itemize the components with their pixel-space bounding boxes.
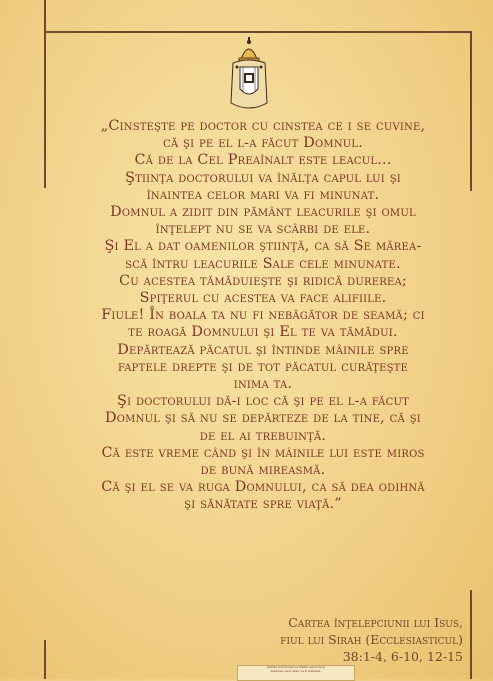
quote-line: Că şi el se va ruga Domnului, ca să dea odihnă [101,479,425,496]
quote-line: Ştiinţa doctorului va înălţa capul lui şi [125,169,401,186]
source-citation [280,614,463,665]
quote-line: scă întru leacurile Sale cele minunate. [125,255,401,272]
frame-line-top [44,31,472,33]
quote-line: Şi doctorului dă-i loc că şi pe el l-a făcut [117,393,409,410]
quote-line: faptele drepte şi de tot păcatul curăţeşte [117,358,409,375]
coat-of-arms-icon [229,37,269,115]
quote-line: înaintea celor mari va fi minunat. [146,186,380,203]
quote-line: „Cinsteşte pe doctor cu cinstea ce i se cuvine, [100,118,426,134]
source-title: Cartea înţelepciunii lui Isus, [288,615,463,630]
quote-line: de el ai trebuinţă. [199,427,327,444]
thumbnail-line: înaintea celor mari va fi minunat. [270,668,322,673]
quote-line: Că de la Cel Preaînalt este leacul... [134,152,392,169]
frame-line-right-bottom [470,590,472,679]
quote-line: inima ta. [233,376,293,393]
thumbnail-line: Ştiinţa doctorului va înălţa capul lui şi [266,665,326,669]
source-reference: 38:1-4, 6-10, 12-15 [342,649,463,664]
quote-line: înţelept nu se va scârbi de ele. [155,221,371,238]
quote-line: Şi El a dat oamenilor ştiinţă, ca să Se mărea- [104,238,422,255]
quote-line: Spiţerul cu acestea va face alifiile. [139,290,387,307]
source-subtitle: fiul lui Sirah (Ecclesiasticul) [280,632,463,647]
quote-line: şi sănătate spre viaţă.” [184,496,342,513]
frame-line-right [470,31,472,191]
quote-line: te roagă Domnului şi El te va tămădui. [128,324,398,341]
quote-line: Fiule! În boala ta nu fi nebăgător de seamă; ci [101,307,425,324]
frame-line-left-bottom [44,640,46,679]
quote-line: Domnul a zidit din pământ leacurile şi omul [110,204,416,221]
frame-line-left [44,0,46,188]
quote-line: că şi pe el l-a făcut Domnul. [162,135,364,152]
quote-text [60,118,466,514]
quote-line: Depărtează păcatul şi întinde mâinile spre [117,341,409,358]
quote-line: Cu acestea tămăduieşte şi ridică durerea; [119,272,407,289]
quote-line: de bună mireasmă. [200,462,326,479]
quote-line: Că este vreme când şi în mâinile lui este miros [101,444,425,461]
quote-line: Domnul şi să nu se depărteze de la tine, că şi [105,410,421,427]
